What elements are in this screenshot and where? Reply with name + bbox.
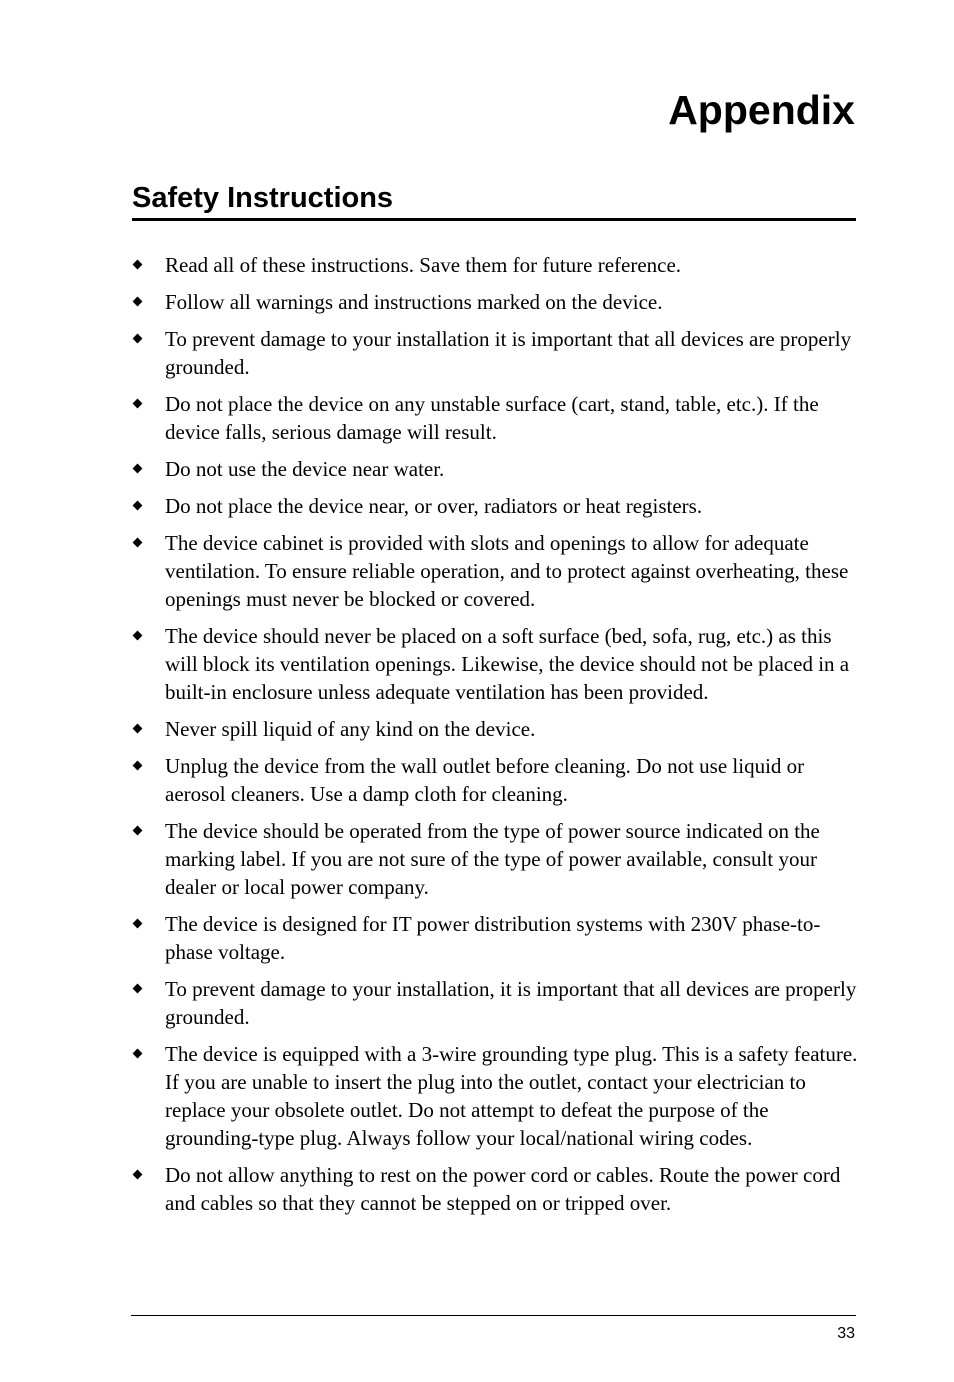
list-item-text: Read all of these instructions. Save them for future reference. — [165, 253, 682, 277]
list-item-text: Never spill liquid of any kind on the device. — [165, 717, 536, 741]
list-item-text: Do not place the device on any unstable surface (cart, stand, table, etc.). If the device falls, serious damage will result. — [165, 392, 819, 444]
list-item — [132, 910, 858, 966]
footer-divider — [131, 1315, 856, 1316]
list-item — [132, 1040, 858, 1152]
list-item — [132, 622, 858, 706]
diamond-bullet-icon — [133, 1170, 143, 1180]
list-item-text: Do not allow anything to rest on the power cord or cables. Route the power cord and cables so that they cannot be stepped on or tripped over. — [165, 1163, 841, 1215]
list-item — [132, 752, 858, 808]
chapter-title: Appendix — [668, 87, 855, 133]
list-item-text: Do not place the device near, or over, radiators or heat registers. — [165, 494, 703, 518]
list-item — [132, 251, 858, 279]
diamond-bullet-icon — [133, 724, 143, 734]
list-item-text: The device is designed for IT power distribution systems with 230V phase-to-phase voltage. — [165, 912, 821, 964]
diamond-bullet-icon — [133, 826, 143, 836]
section-divider — [132, 218, 856, 221]
diamond-bullet-icon — [133, 1049, 143, 1059]
list-item — [132, 325, 858, 381]
diamond-bullet-icon — [133, 464, 143, 474]
diamond-bullet-icon — [133, 260, 143, 270]
list-item — [132, 390, 858, 446]
diamond-bullet-icon — [133, 538, 143, 548]
list-item-text: The device should never be placed on a soft surface (bed, sofa, rug, etc.) as this will block its ventilation openings. Likewise, the device should not be placed in a built-in enclosure unless adequate ventilation has been provided. — [165, 624, 850, 704]
list-item — [132, 817, 858, 901]
list-item — [132, 529, 858, 613]
safety-instructions-list — [132, 251, 858, 1226]
list-item — [132, 455, 858, 483]
list-item-text: Unplug the device from the wall outlet before cleaning. Do not use liquid or aerosol cleaners. Use a damp cloth for cleaning. — [165, 754, 805, 806]
list-item — [132, 492, 858, 520]
list-item-text: The device should be operated from the type of power source indicated on the marking label. If you are not sure of the type of power available, consult your dealer or local power company. — [165, 819, 820, 899]
diamond-bullet-icon — [133, 984, 143, 994]
diamond-bullet-icon — [133, 334, 143, 344]
diamond-bullet-icon — [133, 297, 143, 307]
diamond-bullet-icon — [133, 919, 143, 929]
diamond-bullet-icon — [133, 631, 143, 641]
list-item — [132, 975, 858, 1031]
list-item-text: Do not use the device near water. — [165, 457, 445, 481]
diamond-bullet-icon — [133, 501, 143, 511]
diamond-bullet-icon — [133, 399, 143, 409]
list-item-text: To prevent damage to your installation it is important that all devices are properly grounded. — [165, 327, 852, 379]
list-item-text: Follow all warnings and instructions marked on the device. — [165, 290, 663, 314]
section-title: Safety Instructions — [132, 182, 394, 214]
list-item — [132, 288, 858, 316]
list-item — [132, 1161, 858, 1217]
list-item — [132, 715, 858, 743]
list-item-text: To prevent damage to your installation, it is important that all devices are properly grounded. — [165, 977, 857, 1029]
diamond-bullet-icon — [133, 761, 143, 771]
list-item-text: The device cabinet is provided with slots and openings to allow for adequate ventilation. To ensure reliable operation, and to protect against overheating, these openings must never be blocked or covered. — [165, 531, 849, 611]
page-number: 33 — [837, 1325, 855, 1342]
list-item-text: The device is equipped with a 3-wire grounding type plug. This is a safety feature. If you are unable to insert the plug into the outlet, contact your electrician to replace your obsolete outlet. Do not attempt to defeat the purpose of the grounding-type plug. Always follow your local/national wiring codes. — [165, 1042, 858, 1150]
